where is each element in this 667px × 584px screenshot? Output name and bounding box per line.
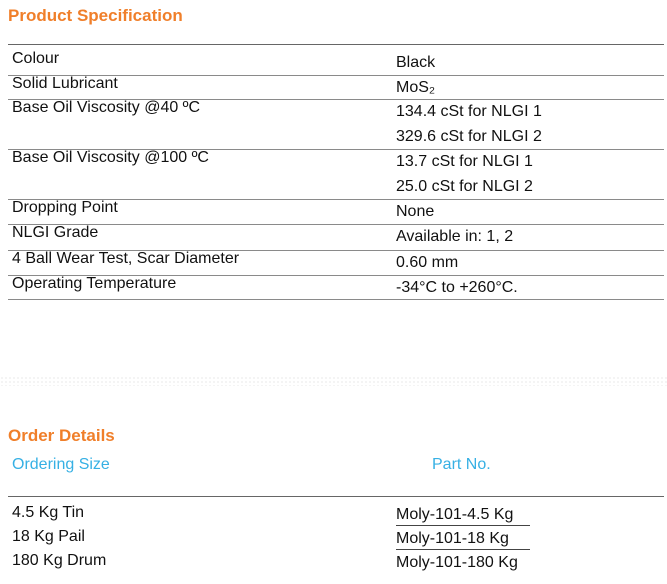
spec-value: 0.60 mm [396,254,459,271]
order-part-number: Moly-101-4.5 Kg [396,506,514,523]
spec-value: Black [396,54,436,71]
order-row [8,528,664,552]
order-top-rule [8,496,664,497]
spec-label: Base Oil Viscosity @100 ºC [12,149,209,166]
spec-label: Dropping Point [12,199,118,216]
order-size: 180 Kg Drum [12,552,107,569]
spec-value: Available in: 1, 2 [396,228,514,245]
spec-top-rule [8,44,664,45]
part-underline [396,525,530,526]
spec-label: Solid Lubricant [12,75,118,92]
row-divider [8,224,664,225]
order-size: 4.5 Kg Tin [12,504,85,521]
row-divider [8,299,664,300]
order-part-number: Moly-101-18 Kg [396,530,509,547]
spec-value: None [396,203,435,220]
order-details-title: Order Details [8,426,115,445]
product-specification-title: Product Specification [8,6,183,25]
spec-label: NLGI Grade [12,224,99,241]
part-no-header: Part No. [432,456,491,473]
order-part-number: Moly-101-180 Kg [396,554,518,571]
order-size: 18 Kg Pail [12,528,85,545]
dotted-separator [0,376,667,386]
order-row [8,504,664,528]
spec-value: -34°C to +260°C. [396,279,518,296]
spec-label: 4 Ball Wear Test, Scar Diameter [12,250,240,267]
spec-value: 13.7 cSt for NLGI 1 25.0 cSt for NLGI 2 [396,153,533,195]
ordering-size-header: Ordering Size [12,456,110,473]
spec-label: Base Oil Viscosity @40 ºC [12,99,201,116]
spec-value: 134.4 cSt for NLGI 1 329.6 cSt for NLGI 2 [396,103,542,145]
spec-label: Colour [12,50,60,67]
part-underline [396,549,530,550]
order-row [8,552,664,576]
spec-label: Operating Temperature [12,275,177,292]
spec-value: MoS₂ [396,79,436,96]
